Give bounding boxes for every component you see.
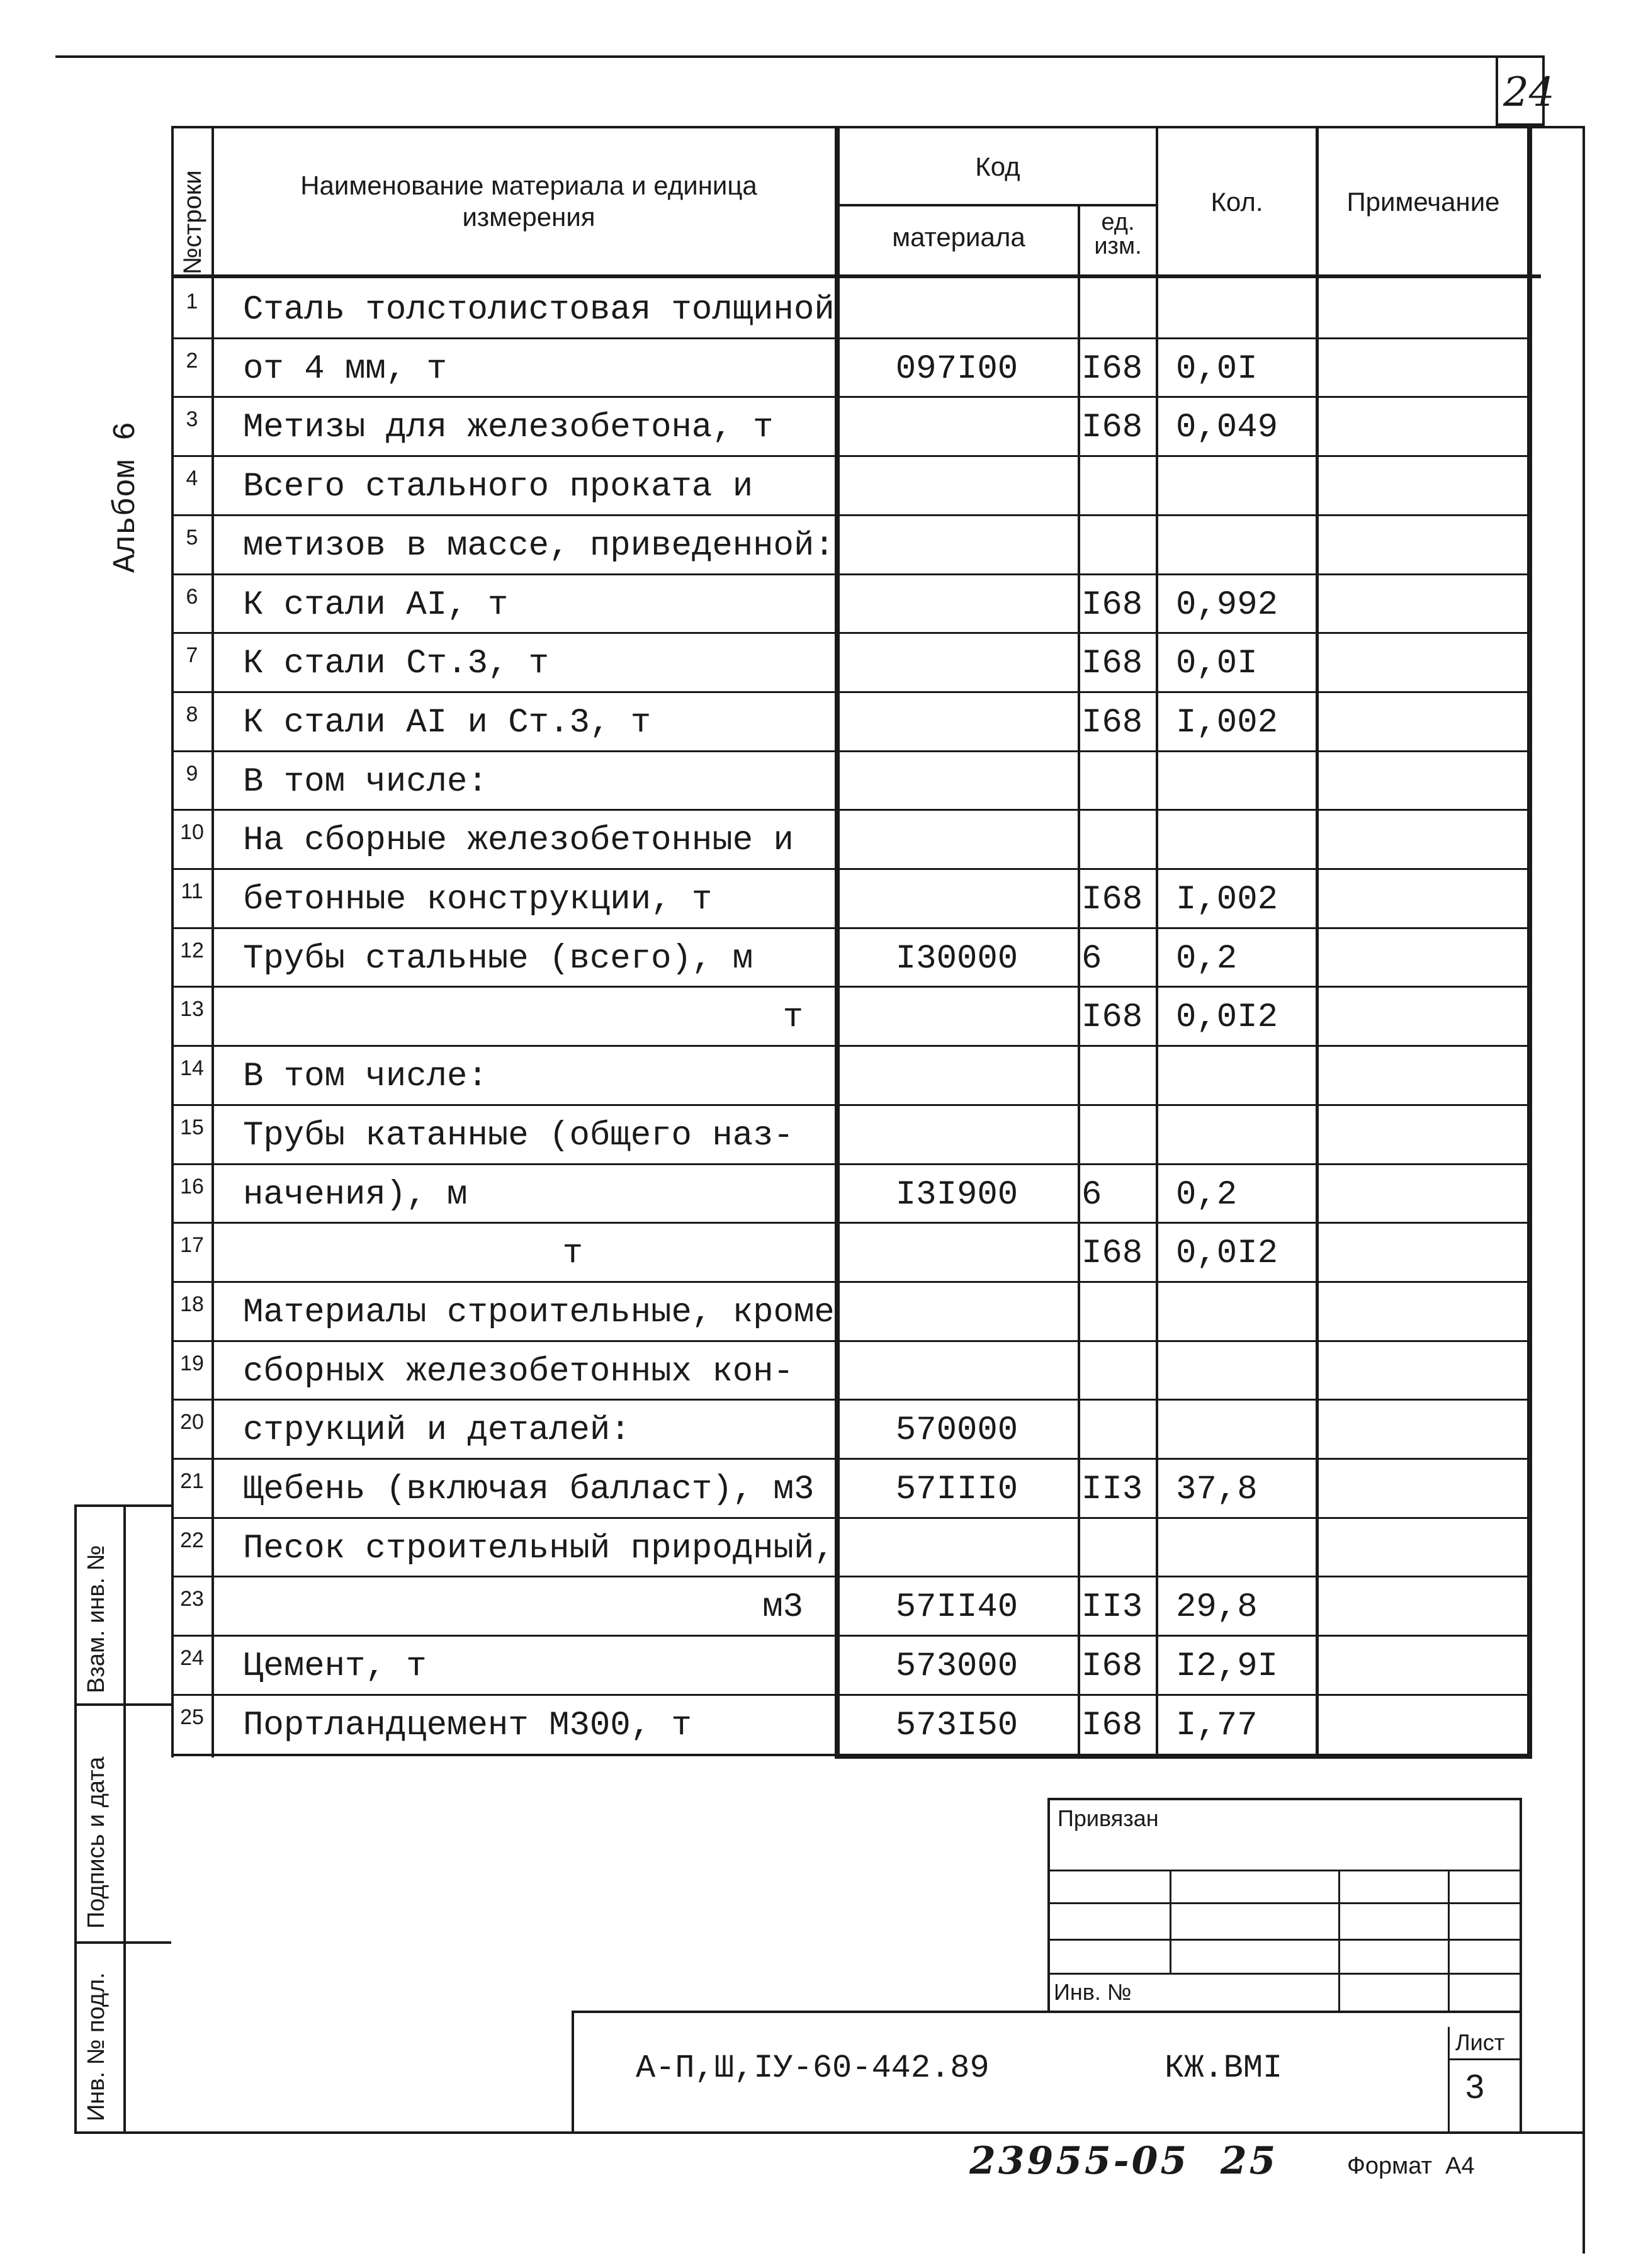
row-number: 13 (180, 997, 204, 1021)
row-qty: I2,9I (1176, 1647, 1278, 1686)
title-grid-v3 (1448, 1870, 1450, 2012)
col-name-line (835, 126, 840, 1756)
row-separator (171, 1163, 1531, 1165)
doc-code: А-П,Ш,IУ-60-442.89 (636, 2050, 990, 2087)
header-row-number: №строки (179, 170, 206, 274)
stamp-line-2 (74, 1941, 171, 1944)
row-separator (171, 986, 1531, 988)
stamp-line-1 (74, 1703, 171, 1706)
title-grid-h3 (1047, 1939, 1521, 1941)
row-number: 11 (181, 879, 203, 903)
stamp-bottom-line (74, 2131, 1585, 2134)
row-name: Материалы строительные, кроме (243, 1294, 835, 1332)
row-name: м3 (762, 1588, 803, 1627)
handwritten-number: 23955-05 25 (969, 2139, 1278, 2183)
row-number: 4 (186, 466, 198, 490)
row-name: К стали AI и Ст.3, т (243, 704, 652, 742)
title-block-left (1047, 1798, 1050, 2012)
table-bottom-line (835, 1754, 1532, 1759)
title-grid-v2 (1338, 1870, 1340, 2012)
row-separator (171, 1694, 1531, 1696)
row-code: 57III0 (895, 1470, 1018, 1509)
row-unit: 6 (1081, 1176, 1102, 1214)
row-code: 57II40 (895, 1588, 1018, 1627)
header-code-material: материала (892, 222, 1025, 252)
row-separator (171, 927, 1531, 929)
row-number: 6 (186, 585, 198, 609)
row-code: 097I00 (895, 350, 1018, 388)
row-separator (171, 337, 1531, 339)
row-qty: 0,0I2 (1176, 1234, 1278, 1273)
row-number: 1 (186, 290, 198, 313)
col-qty-line (1316, 126, 1319, 1756)
row-qty: 0,992 (1176, 586, 1278, 624)
sheet-number: 3 (1465, 2068, 1485, 2106)
row-separator (171, 1576, 1531, 1577)
row-number: 21 (180, 1469, 204, 1493)
row-separator (171, 396, 1531, 398)
row-qty: 37,8 (1176, 1470, 1258, 1509)
row-number: 10 (180, 820, 204, 844)
header-code-unit: ед. изм. (1094, 209, 1142, 259)
row-number: 22 (180, 1528, 204, 1552)
row-name: На сборные железобетонные и (243, 821, 794, 860)
row-qty: I,77 (1176, 1707, 1258, 1745)
row-unit: 6 (1081, 940, 1102, 978)
row-separator (171, 1458, 1531, 1460)
row-separator (171, 632, 1531, 634)
row-separator (171, 1104, 1531, 1106)
row-unit: I68 (1081, 1647, 1143, 1686)
title-block-top (1047, 1798, 1521, 1800)
row-number: 15 (180, 1115, 204, 1139)
album-label: Альбом 6 (108, 421, 144, 573)
row-number: 23 (180, 1587, 204, 1611)
row-unit: I68 (1081, 645, 1143, 683)
row-name: бетонные конструкции, т (243, 881, 713, 919)
stamp-vzam: Взам. инв. № (83, 1545, 110, 1693)
row-separator (171, 1517, 1531, 1519)
title-grid-h4 (1047, 1973, 1521, 1975)
sheet-box-left (1448, 2027, 1450, 2133)
row-name: т (562, 1234, 583, 1273)
row-number: 18 (180, 1292, 204, 1316)
row-name: Всего стального проката и (243, 468, 753, 506)
row-separator (171, 1399, 1531, 1401)
row-separator (171, 1045, 1531, 1047)
row-separator (171, 1635, 1531, 1637)
header-note: Примечание (1346, 187, 1500, 217)
right-frame-line (1582, 126, 1585, 2254)
row-qty: 0,0I2 (1176, 998, 1278, 1037)
row-number: 2 (186, 349, 198, 373)
row-name: метизов в массе, приведенной: (243, 527, 835, 565)
row-code: I3I900 (895, 1176, 1018, 1214)
row-number: 7 (186, 643, 198, 667)
row-unit: II3 (1081, 1470, 1143, 1509)
row-unit: I68 (1081, 1234, 1143, 1273)
row-unit: II3 (1081, 1588, 1143, 1627)
privyazan-label: Привязан (1058, 1805, 1159, 1831)
code-split-line (837, 204, 1157, 206)
row-number: 25 (180, 1705, 204, 1729)
stamp-inv-podl: Инв. № подл. (83, 1972, 110, 2121)
row-name: Песок строительный природный, (243, 1530, 835, 1568)
row-name: Трубы катанные (общего наз- (243, 1117, 794, 1155)
row-number: 9 (186, 762, 198, 786)
row-name: Метизы для железобетона, т (243, 409, 774, 447)
stamp-top-line (74, 1504, 171, 1507)
row-unit: I68 (1081, 350, 1143, 388)
sheet-box-split (1448, 2058, 1521, 2060)
sheet-corner-number: 24 (1503, 69, 1555, 116)
stamp-inner-line (123, 1504, 126, 2134)
title-doc-left (572, 2011, 574, 2134)
row-separator (171, 809, 1531, 811)
row-qty: 0,2 (1176, 940, 1238, 978)
row-name: сборных железобетонных кон- (243, 1353, 794, 1391)
title-grid-v1 (1170, 1870, 1171, 1974)
row-unit: I68 (1081, 998, 1143, 1037)
row-name: Цемент, т (243, 1647, 427, 1686)
doc-mark: КЖ.ВМI (1165, 2050, 1283, 2087)
row-qty: 29,8 (1176, 1588, 1258, 1627)
row-code: I30000 (895, 940, 1018, 978)
row-separator (171, 1281, 1531, 1283)
col-code-line (1078, 205, 1080, 1756)
row-unit: I68 (1081, 881, 1143, 919)
col-unit-line (1156, 126, 1158, 1756)
row-name: от 4 мм, т (243, 350, 448, 388)
row-name: Сталь толстолистовая толщиной (243, 291, 835, 329)
row-name: начения), м (243, 1176, 468, 1214)
header-name: Наименование материала и единица измерения (300, 171, 757, 232)
row-unit: I68 (1081, 1707, 1143, 1745)
row-number: 24 (180, 1646, 204, 1670)
format-label: Формат А4 (1347, 2153, 1475, 2179)
row-number: 16 (180, 1175, 204, 1199)
row-separator (171, 573, 1531, 575)
row-code: 573000 (895, 1647, 1018, 1686)
row-qty: 0,2 (1176, 1176, 1238, 1214)
row-separator (171, 1222, 1531, 1224)
row-qty: I,002 (1176, 704, 1278, 742)
row-separator (171, 455, 1531, 457)
row-code: 570000 (895, 1411, 1018, 1450)
col-note-right-line (1527, 126, 1532, 1756)
row-qty: 0,049 (1176, 409, 1278, 447)
sheet-label: Лист (1455, 2029, 1505, 2055)
row-number: 14 (180, 1056, 204, 1080)
table-top-line (171, 126, 1585, 128)
stamp-podpis: Подпись и дата (83, 1756, 110, 1929)
header-code-group: Код (975, 152, 1020, 181)
row-name: К стали Ст.3, т (243, 645, 550, 683)
title-grid-h1 (1047, 1870, 1521, 1871)
row-number: 8 (186, 702, 198, 726)
corner-box-left (1496, 55, 1498, 125)
row-qty: 0,0I (1176, 350, 1258, 388)
row-separator (171, 1340, 1531, 1342)
title-grid-h2 (1047, 1902, 1521, 1904)
row-number: 20 (180, 1410, 204, 1434)
row-unit: I68 (1081, 586, 1143, 624)
row-name: К стали AI, т (243, 586, 509, 624)
row-separator (171, 514, 1531, 516)
row-number: 3 (186, 407, 198, 431)
row-unit: I68 (1081, 704, 1143, 742)
row-name: Щебень (включая балласт), м3 (243, 1470, 815, 1509)
row-name: Портландцемент М300, т (243, 1707, 692, 1745)
inv-no-label: Инв. № (1054, 1979, 1132, 2005)
row-separator (171, 691, 1531, 693)
row-number: 19 (180, 1351, 204, 1375)
row-name: струкций и деталей: (243, 1411, 631, 1450)
row-code: 573I50 (895, 1707, 1018, 1745)
title-doc-top (572, 2011, 1521, 2013)
row-separator (171, 750, 1531, 752)
row-name: В том числе: (243, 763, 488, 801)
stamp-outer-left (74, 1504, 77, 2134)
table-header-bottom-line (171, 274, 1541, 278)
row-separator (171, 868, 1531, 870)
row-name: В том числе: (243, 1058, 488, 1096)
table-bottom-left-line (171, 1754, 838, 1756)
row-unit: I68 (1081, 409, 1143, 447)
row-number: 5 (186, 526, 198, 550)
top-border-line (55, 55, 1542, 58)
row-name: Трубы стальные (всего), м (243, 940, 753, 978)
title-block-right (1520, 1798, 1522, 2131)
header-qty: Кол. (1210, 187, 1263, 217)
row-qty: 0,0I (1176, 645, 1258, 683)
row-number: 12 (180, 939, 204, 962)
row-number: 17 (180, 1233, 204, 1257)
row-qty: I,002 (1176, 881, 1278, 919)
row-name: т (782, 998, 803, 1037)
